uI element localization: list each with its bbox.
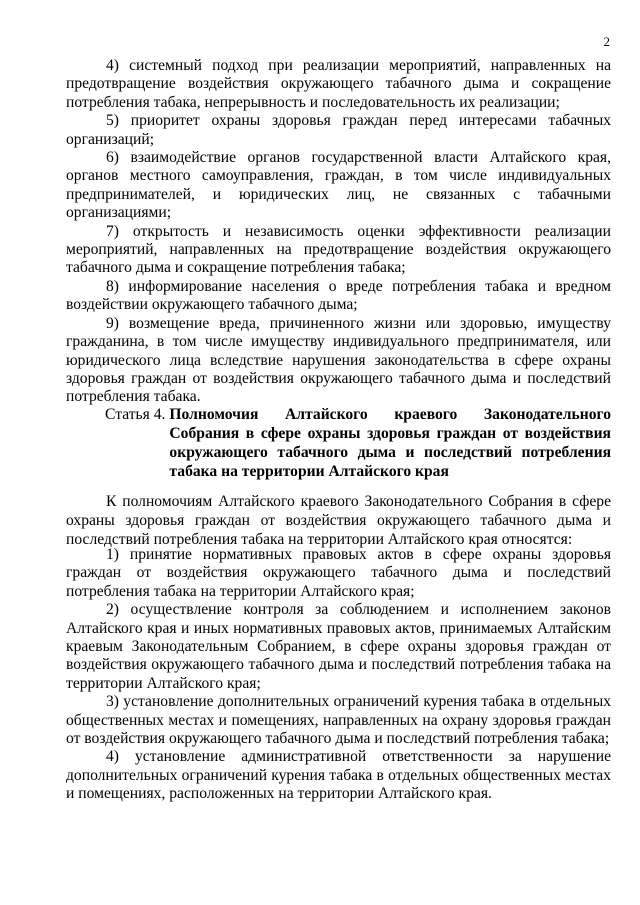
principles-list-continued [66, 57, 611, 407]
list-item: 8) информирование населения о вреде потребления табака и вредном воздействии окружающего табачного дыма; [66, 277, 611, 314]
article-intro: К полномочиям Алтайского краевого Законодательного Собрания в сфере охраны здоровья граждан от воздействия окружающего табачного дыма и последствий потребления табака на территории Алтайского края относятся: [66, 493, 611, 548]
list-item: 1) принятие нормативных правовых актов в сфере охраны здоровья граждан от воздействия окружающего табачного дыма и последствий потребления табака на территории Алтайского края; [66, 546, 611, 600]
list-item: 4) установление административной ответственности за нарушение дополнительных ограничений курения табака в отдельных общественных местах и помещениях, расположенных на территории Алтайского края. [66, 748, 611, 803]
article-title: Полномочия Алтайского краевого Законодательного Собрания в сфере охраны здоровья граждан от воздействия окружающего табачного дыма и последствий потребления табака на территории Алтайского края [169, 406, 611, 480]
list-item: 3) установление дополнительных ограничений курения табака в отдельных общественных местах и помещениях, направленных на охрану здоровья граждан от воздействия окружающего табачного дыма и последствий потребления табака; [66, 693, 611, 748]
list-item: 9) возмещение вреда, причиненного жизни или здоровью, имуществу гражданина, в том числе имуществу индивидуального предпринимателя, или юридического лица вследствие нарушения законодательства в сфере охраны здоровья граждан от воздействия окружающего табачного дыма и последствий потребления табака. [66, 314, 611, 406]
article-number: Статья 4. [105, 406, 166, 423]
page-number: 2 [603, 34, 610, 49]
list-item: 7) открытость и независимость оценки эффективности реализации мероприятий, направленных на предотвращение воздействия окружающего табачного дыма и сокращение потребления табака; [66, 222, 611, 277]
article-intro-block [66, 492, 611, 549]
list-item: 5) приоритет охраны здоровья граждан перед интересами табачных организаций; [66, 112, 611, 148]
list-item: 6) взаимодействие органов государственной власти Алтайского края, органов местного самоуправления, граждан, в том числе индивидуальных предпринимателей, и юридических лиц, не связанных с табачными организациями; [66, 149, 611, 222]
article-heading [105, 405, 611, 481]
list-item: 4) системный подход при реализации мероприятий, направленных на предотвращение воздействия окружающего табачного дыма и сокращение потребления табака, непрерывность и последовательность их реализации; [66, 57, 611, 111]
article-items-list [66, 546, 611, 804]
list-item: 2) осуществление контроля за соблюдением и исполнением законов Алтайского края и иных нормативных правовых актов, принимаемых Алтайским краевым Законодательным Собранием, в сфере охраны здоровья граждан от воздействия окружающего табачного дыма и последствий потребления табака на территории Алтайского края; [66, 601, 611, 692]
